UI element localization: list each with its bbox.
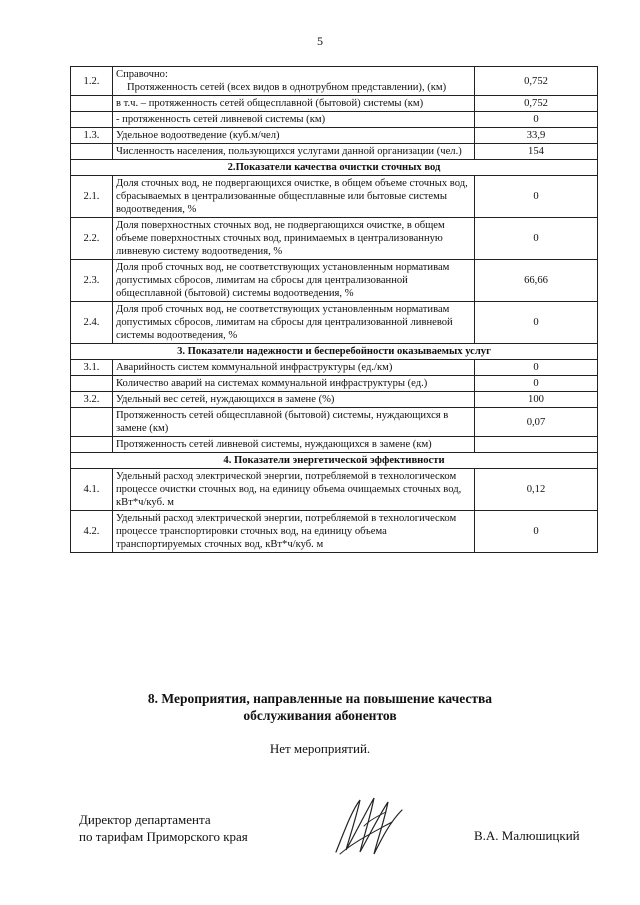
row-value: 100 — [475, 392, 598, 408]
table-row — [71, 218, 598, 260]
row-description: в т.ч. – протяженность сетей общесплавной (бытовой) системы (км) — [113, 96, 475, 112]
section-title: 4. Показатели энергетической эффективности — [71, 453, 598, 469]
row-description: Протяженность сетей общесплавной (бытовой) системы, нуждающихся в замене (км) — [113, 408, 475, 437]
page-number: 5 — [317, 34, 323, 48]
row-number: 3.1. — [71, 360, 113, 376]
row-number: 2.4. — [71, 302, 113, 344]
section-8-title-line1: 8. Мероприятия, направленные на повышение качества — [147, 691, 493, 706]
row-description: Протяженность сетей ливневой системы, нуждающихся в замене (км) — [113, 437, 475, 453]
table-row — [71, 376, 598, 392]
indicators-table — [70, 66, 598, 553]
row-description: Аварийность систем коммунальной инфраструктуры (ед./км) — [113, 360, 475, 376]
row-description-line: Справочно: — [116, 69, 168, 80]
row-value: 0,12 — [475, 469, 598, 511]
table-row — [71, 469, 598, 511]
director-position-line1: Директор департамента — [79, 812, 211, 827]
row-number: 4.1. — [71, 469, 113, 511]
director-position — [79, 811, 248, 845]
row-description: Численность населения, пользующихся услугами данной организации (чел.) — [113, 144, 475, 160]
row-value: 0 — [475, 302, 598, 344]
row-description: Доля проб сточных вод, не соответствующих установленным нормативам допустимых сбросов, лимитам на сбросы для централизованной общесплавной (бытовой) системы водоотведения, % — [113, 260, 475, 302]
row-number — [71, 437, 113, 453]
table-row — [71, 67, 598, 96]
row-number: 1.2. — [71, 67, 113, 96]
row-value: 66,66 — [475, 260, 598, 302]
table-row — [71, 144, 598, 160]
row-value — [475, 437, 598, 453]
row-number: 4.2. — [71, 511, 113, 553]
row-number: 1.3. — [71, 128, 113, 144]
row-description-line: Протяженность сетей (всех видов в однотрубном представлении), (км) — [127, 82, 447, 93]
row-description: Доля сточных вод, не подвергающихся очистке, в общем объеме сточных вод, сбрасываемых в централизованные общесплавные или бытовые системы водоотведения, % — [113, 176, 475, 218]
section-title: 3. Показатели надежности и бесперебойности оказываемых услуг — [71, 344, 598, 360]
row-value: 0,752 — [475, 67, 598, 96]
row-description: Удельное водоотведение (куб.м/чел) — [113, 128, 475, 144]
row-description: Удельный расход электрической энергии, потребляемой в технологическом процессе транспортировки сточных вод, на единицу объема транспортируемых сточных вод, кВт*ч/куб. м — [113, 511, 475, 553]
row-value: 154 — [475, 144, 598, 160]
table-row — [71, 511, 598, 553]
row-number: 3.2. — [71, 392, 113, 408]
table-row — [71, 408, 598, 437]
section-8-title-line2: обслуживания абонентов — [243, 708, 397, 723]
indicators-table-body — [71, 67, 598, 553]
row-value: 0 — [475, 376, 598, 392]
no-measures-text: Нет мероприятий. — [269, 741, 371, 756]
row-number: 2.1. — [71, 176, 113, 218]
table-row — [71, 96, 598, 112]
handwritten-signature — [330, 792, 410, 862]
table-row — [71, 176, 598, 218]
table-row — [71, 112, 598, 128]
table-row — [71, 437, 598, 453]
row-number — [71, 144, 113, 160]
signer-name: В.А. Малюшицкий — [474, 828, 580, 843]
table-row — [71, 302, 598, 344]
table-row — [71, 260, 598, 302]
row-value: 33,9 — [475, 128, 598, 144]
row-value: 0 — [475, 112, 598, 128]
table-row — [71, 128, 598, 144]
row-number: 2.2. — [71, 218, 113, 260]
row-description: Удельный вес сетей, нуждающихся в замене (%) — [113, 392, 475, 408]
row-number: 2.3. — [71, 260, 113, 302]
row-description — [113, 67, 475, 96]
row-value: 0,07 — [475, 408, 598, 437]
row-number — [71, 376, 113, 392]
table-row — [71, 360, 598, 376]
table-section-header — [71, 453, 598, 469]
section-title: 2.Показатели качества очистки сточных вод — [71, 160, 598, 176]
row-number — [71, 96, 113, 112]
row-value: 0,752 — [475, 96, 598, 112]
row-value: 0 — [475, 176, 598, 218]
row-description: Удельный расход электрической энергии, потребляемой в технологическом процессе очистки сточных вод, на единицу объема очищаемых сточных вод, кВт*ч/куб. м — [113, 469, 475, 511]
row-number — [71, 112, 113, 128]
row-value: 0 — [475, 511, 598, 553]
table-section-header — [71, 160, 598, 176]
row-description: - протяженность сетей ливневой системы (км) — [113, 112, 475, 128]
row-description: Доля проб сточных вод, не соответствующих установленным нормативам допустимых сбросов, лимитам на сбросы для централизованной ливневой системы водоотведения, % — [113, 302, 475, 344]
row-description: Доля поверхностных сточных вод, не подвергающихся очистке, в общем объеме поверхностных сточных вод, принимаемых в централизованную ливневую систему водоотведения, % — [113, 218, 475, 260]
row-description: Количество аварий на системах коммунальной инфраструктуры (ед.) — [113, 376, 475, 392]
row-value: 0 — [475, 218, 598, 260]
row-value: 0 — [475, 360, 598, 376]
table-row — [71, 392, 598, 408]
row-number — [71, 408, 113, 437]
director-position-line2: по тарифам Приморского края — [79, 829, 248, 844]
section-8-title — [0, 690, 640, 724]
table-section-header — [71, 344, 598, 360]
